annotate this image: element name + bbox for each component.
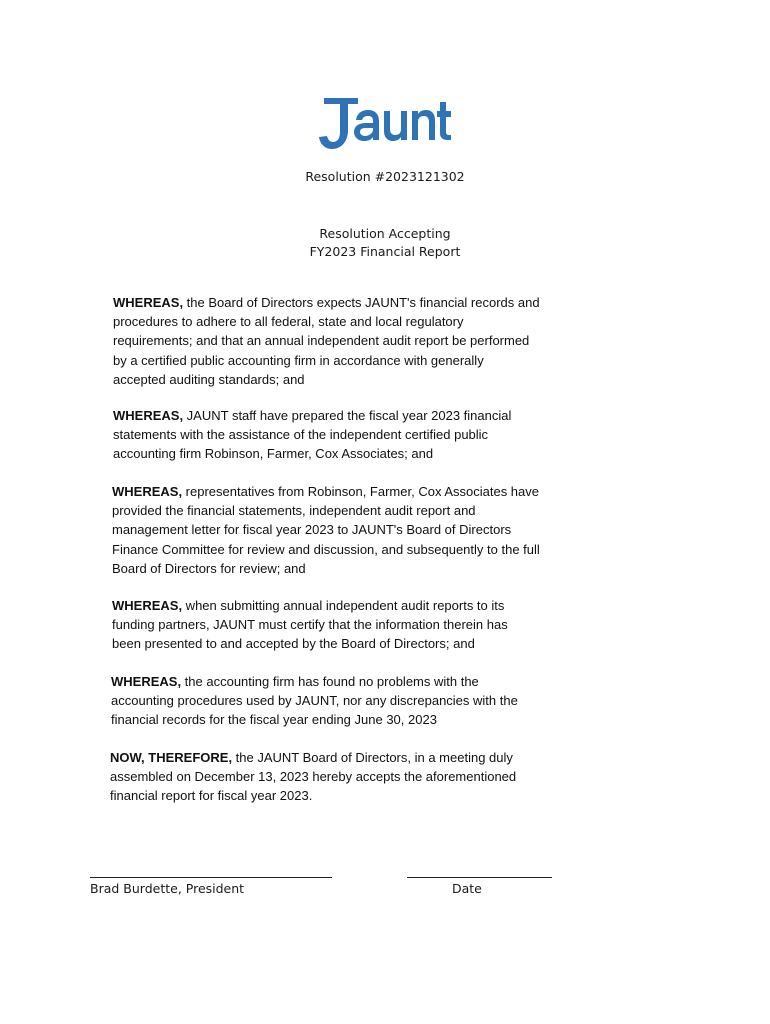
whereas-paragraph-1 <box>113 293 583 389</box>
paragraph-text: the Board of Directors expects JAUNT's financial records and <box>183 295 540 310</box>
resolution-title-line-1: Resolution Accepting <box>319 226 451 241</box>
date-signature-label: Date <box>452 881 482 896</box>
whereas-paragraph-2 <box>113 406 583 464</box>
paragraph-line: by a certified public accounting firm in accordance with generally <box>113 352 484 368</box>
paragraph-lead: NOW, THEREFORE, <box>110 750 233 765</box>
jaunt-logo <box>318 92 452 152</box>
paragraph-line: Finance Committee for review and discussion, and subsequently to the full <box>112 541 540 557</box>
paragraph-line: Board of Directors for review; and <box>112 560 306 576</box>
paragraph-line: been presented to and accepted by the Board of Directors; and <box>112 636 475 652</box>
paragraph-line: statements with the assistance of the independent certified public <box>113 427 489 443</box>
paragraph-line: financial report for fiscal year 2023. <box>110 788 313 804</box>
whereas-paragraph-3 <box>112 482 592 578</box>
paragraph-line: accounting firm Robinson, Farmer, Cox Associates; and <box>113 446 434 462</box>
paragraph-line <box>110 748 580 767</box>
paragraph-line <box>113 406 583 425</box>
paragraph-lead: WHEREAS, <box>112 598 183 613</box>
president-signature-label: Brad Burdette, President <box>90 881 245 896</box>
paragraph-line: management letter for fiscal year 2023 to JAUNT's Board of Directors <box>112 522 512 538</box>
paragraph-line <box>112 596 582 615</box>
paragraph-line <box>111 672 581 691</box>
paragraph-line <box>112 482 592 501</box>
jaunt-logo-graphic <box>318 92 452 152</box>
paragraph-line: funding partners, JAUNT must certify that the information therein has <box>112 617 508 633</box>
paragraph-text: when submitting annual independent audit reports to its <box>182 598 505 613</box>
resolution-title-line-2: FY2023 Financial Report <box>309 244 461 259</box>
paragraph-lead: WHEREAS, <box>113 408 184 423</box>
paragraph-lead: WHEREAS, <box>112 484 183 499</box>
logo-letter-t <box>437 102 451 140</box>
paragraph-line: assembled on December 13, 2023 hereby accepts the aforementioned <box>110 769 517 785</box>
paragraph-text: the JAUNT Board of Directors, in a meeting duly <box>232 750 513 765</box>
paragraph-text: JAUNT staff have prepared the fiscal year 2023 financial <box>183 408 512 423</box>
logo-letter-n <box>412 110 435 140</box>
paragraph-lead: WHEREAS, <box>113 295 184 310</box>
whereas-paragraph-4 <box>112 596 582 654</box>
paragraph-line: requirements; and that an annual independent audit report be performed <box>113 333 530 349</box>
paragraph-line: accepted auditing standards; and <box>113 371 305 387</box>
president-signature-line <box>90 877 332 878</box>
paragraph-line: procedures to adhere to all federal, state and local regulatory <box>113 314 464 330</box>
now-therefore-paragraph <box>110 748 580 806</box>
resolution-number: Resolution #2023121302 <box>305 169 465 184</box>
paragraph-lead: WHEREAS, <box>111 674 182 689</box>
paragraph-line: financial records for the fiscal year ending June 30, 2023 <box>111 712 437 728</box>
paragraph-line: accounting procedures used by JAUNT, nor any discrepancies with the <box>111 693 518 709</box>
date-signature-line <box>407 877 552 878</box>
paragraph-line: provided the financial statements, independent audit report and <box>112 503 476 519</box>
logo-letter-j <box>319 98 358 149</box>
paragraph-text: the accounting firm has found no problems with the <box>181 674 479 689</box>
paragraph-line <box>113 293 583 312</box>
logo-letter-u <box>384 111 407 141</box>
paragraph-text: representatives from Robinson, Farmer, Cox Associates have <box>182 484 539 499</box>
logo-letter-a <box>354 110 379 141</box>
whereas-paragraph-5 <box>111 672 581 730</box>
